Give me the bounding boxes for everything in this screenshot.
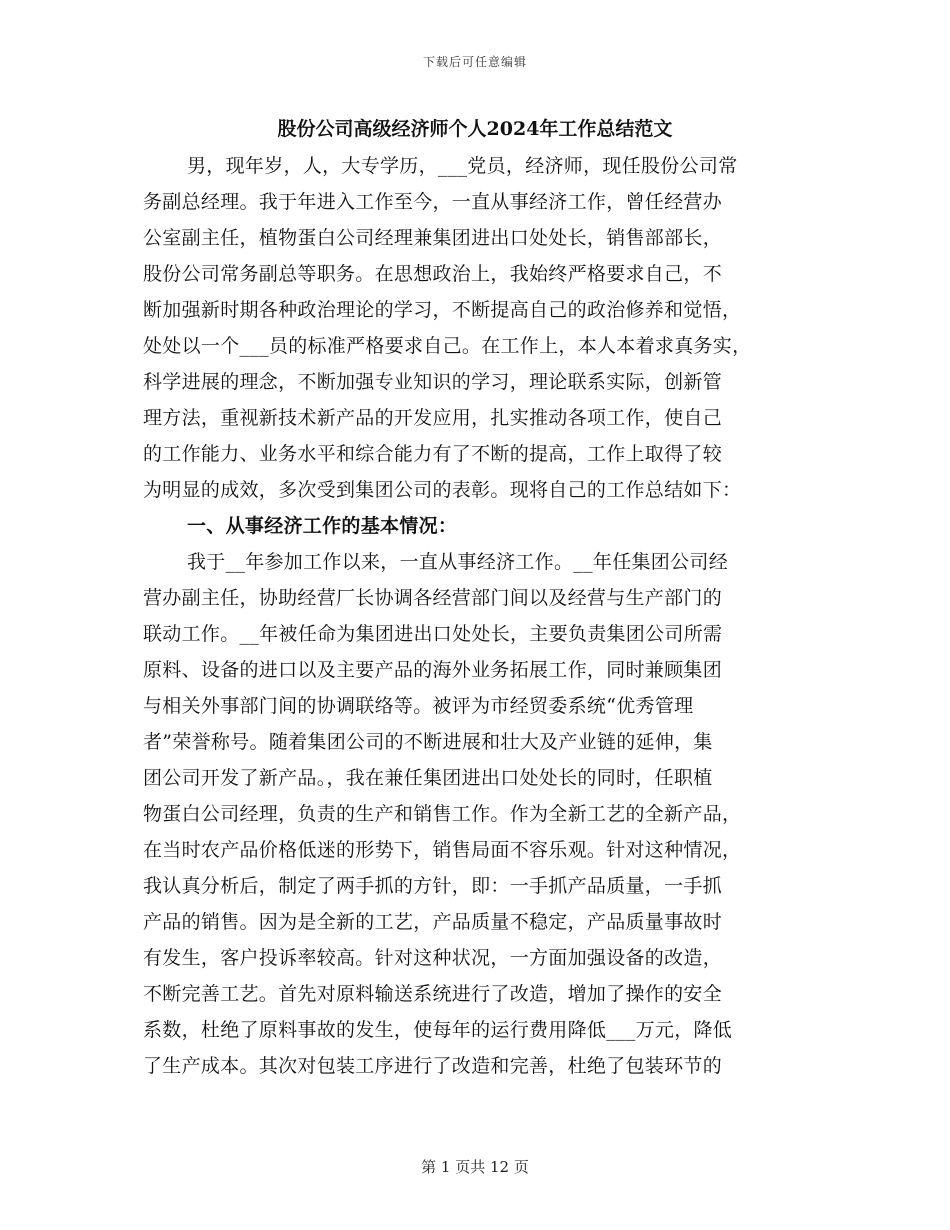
page-number: 第 1 页共 12 页 — [421, 1158, 529, 1176]
paragraph-line: 营办副主任，协助经营厂长协调各经营部门间以及经营与生产部门的 — [143, 587, 723, 609]
paragraph-line: 科学进展的理念，不断加强专业知识的学习，理论联系实际，创新管 — [143, 371, 723, 393]
paragraph-line: 原料、设备的进口以及主要产品的海外业务拓展工作，同时兼顾集团 — [143, 659, 723, 681]
document-body — [143, 148, 823, 1084]
paragraph-line: 为明显的成效，多次受到集团公司的表彰。现将自己的工作总结如下： — [143, 479, 742, 501]
paragraph-line: 我认真分析后，制定了两手抓的方针，即：一手抓产品质量，一手抓 — [143, 875, 723, 897]
paragraph-line: 团公司开发了新产品。，我在兼任集团进出口处处长的同时，任职植 — [143, 767, 713, 789]
paragraph-line: 股份公司常务副总等职务。在思想政治上，我始终严格要求自己，不 — [143, 263, 723, 285]
paragraph-line: 公室副主任，植物蛋白公司经理兼集团进出口处处长，销售部部长， — [143, 227, 723, 249]
paragraph-line: 处处以一个___员的标准严格要求自己。在工作上，本人本着求真务实， — [143, 335, 752, 357]
paragraph-line: 我于__年参加工作以来，一直从事经济工作。__年任集团公司经 — [187, 551, 729, 573]
paragraph-line: 男，现年岁，人，大专学历，___党员，经济师，现任股份公司常 — [187, 155, 738, 177]
paragraph-line: 在当时农产品价格低迷的形势下，销售局面不容乐观。针对这种情况， — [143, 839, 742, 861]
document-title: 股份公司高级经济师个人2024年工作总结范文 — [277, 118, 673, 140]
paragraph-line: 产品的销售。因为是全新的工艺，产品质量不稳定，产品质量事故时 — [143, 911, 723, 933]
paragraph-line: 的工作能力、业务水平和综合能力有了不断的提高，工作上取得了较 — [143, 443, 723, 465]
section-heading: 一、从事经济工作的基本情况： — [187, 515, 458, 537]
paragraph-line: 断加强新时期各种政治理论的学习，不断提高自己的政治修养和觉悟， — [143, 299, 742, 321]
paragraph-line: 了生产成本。其次对包装工序进行了改造和完善，杜绝了包装环节的 — [143, 1055, 723, 1077]
paragraph-line: 系数，杜绝了原料事故的发生，使每年的运行费用降低___万元，降低 — [143, 1019, 733, 1041]
paragraph-line: 与相关外事部门间的协调联络等。被评为市经贸委系统“优秀管理 — [143, 695, 694, 717]
paragraph-line: 联动工作。__年被任命为集团进出口处处长，主要负责集团公司所需 — [143, 623, 723, 645]
paragraph-line: 有发生，客户投诉率较高。针对这种状况，一方面加强设备的改造， — [143, 947, 723, 969]
paragraph-line: 理方法，重视新技术新产品的开发应用，扎实推动各项工作，使自己 — [143, 407, 723, 429]
paragraph-line: 物蛋白公司经理，负责的生产和销售工作。作为全新工艺的全新产品， — [143, 803, 742, 825]
paragraph-line: 不断完善工艺。首先对原料输送系统进行了改造，增加了操作的安全 — [143, 983, 723, 1005]
paragraph-line: 务副总经理。我于年进入工作至今，一直从事经济工作，曾任经营办 — [143, 191, 723, 213]
page-header: 下载后可任意编辑 — [422, 55, 527, 69]
paragraph-line: 者”荣誉称号。随着集团公司的不断进展和壮大及产业链的延伸，集 — [143, 731, 713, 753]
